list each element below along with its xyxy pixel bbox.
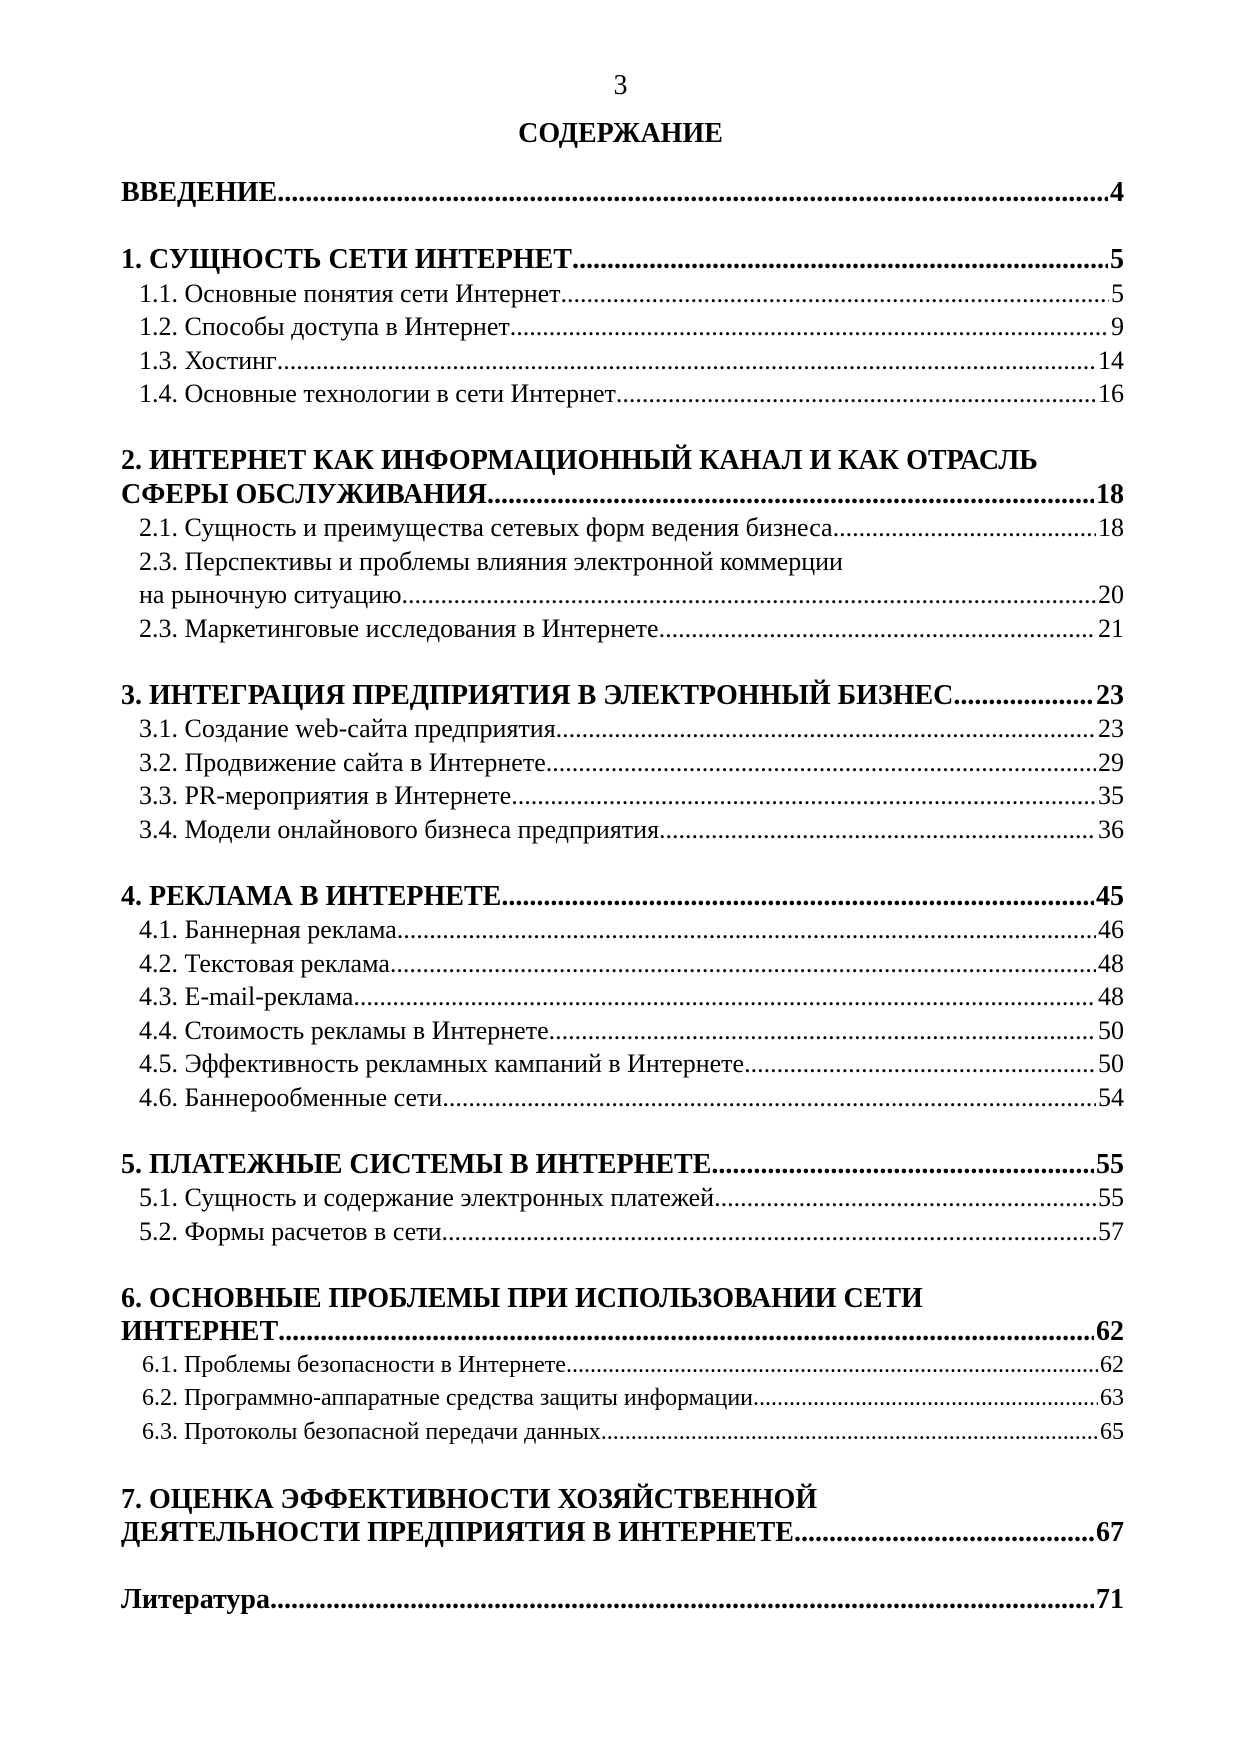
toc-subentry[interactable] <box>121 1014 1124 1048</box>
toc-entry-label: 2. ИНТЕРНЕТ КАК ИНФОРМАЦИОННЫЙ КАНАЛ И КАК ОТРАСЛЬ <box>121 445 1038 476</box>
toc-entry-label: 6.1. Проблемы безопасности в Интернете <box>142 1351 566 1378</box>
toc-entry-label: 3.2. Продвижение сайта в Интернете <box>139 747 546 777</box>
toc-entry-label: 3. ИНТЕГРАЦИЯ ПРЕДПРИЯТИЯ В ЭЛЕКТРОННЫЙ БИЗНЕС <box>121 679 954 711</box>
toc-page-number: 36 <box>1098 814 1124 844</box>
toc-page-number: 62 <box>1096 1316 1124 1347</box>
toc-page-number: 50 <box>1098 1015 1124 1045</box>
toc-subentry[interactable] <box>121 779 1124 813</box>
toc-subentry[interactable] <box>121 612 1124 646</box>
dot-leader <box>546 746 1096 780</box>
toc-entry-label: 4.3. E-mail-реклама <box>139 982 354 1011</box>
toc-page-number: 45 <box>1096 880 1124 912</box>
toc-entry-label: 2.3. Маркетинговые исследования в Интернете <box>139 613 659 643</box>
toc-entry-label: 1.2. Способы доступа в Интернет <box>139 312 510 341</box>
toc-page-number: 50 <box>1098 1049 1124 1078</box>
toc-page-number: 20 <box>1098 580 1124 609</box>
toc-page-number: 18 <box>1096 478 1124 510</box>
toc-entry-label: 2.3. Перспективы и проблемы влияния электронной коммерции <box>139 546 843 576</box>
toc-subentry[interactable] <box>121 1382 1124 1416</box>
dot-leader <box>397 913 1096 947</box>
toc-subentry[interactable] <box>121 947 1124 981</box>
toc-subentry[interactable] <box>121 1081 1124 1115</box>
dot-leader <box>711 1148 1094 1182</box>
page-number: 3 <box>613 70 628 101</box>
toc-page-number: 16 <box>1098 379 1124 408</box>
dot-leader <box>487 478 1094 512</box>
toc-section-heading[interactable] <box>121 1315 1124 1349</box>
toc-section-heading[interactable] <box>121 478 1124 512</box>
toc-page-number: 57 <box>1098 1216 1124 1246</box>
toc-page-number: 71 <box>1096 1584 1124 1615</box>
toc-page-number: 65 <box>1100 1418 1124 1445</box>
toc-entry-label: 7. ОЦЕНКА ЭФФЕКТИВНОСТИ ХОЗЯЙСТВЕННОЙ <box>121 1483 818 1515</box>
toc-subentry[interactable] <box>121 310 1124 344</box>
toc-page-number: 21 <box>1098 613 1124 643</box>
toc-entry-label: 3.3. PR-мероприятия в Интернете <box>139 781 512 810</box>
toc-entry-label: Литература <box>121 1584 270 1615</box>
toc-section-heading[interactable] <box>121 880 1124 914</box>
toc-subentry[interactable] <box>121 1349 1124 1383</box>
toc-subentry[interactable] <box>121 712 1124 746</box>
toc-subentry[interactable] <box>121 1215 1124 1249</box>
dot-leader <box>794 1516 1094 1550</box>
toc-section-heading-line[interactable] <box>121 1282 1124 1316</box>
toc-page-number: 48 <box>1098 982 1124 1011</box>
toc-subentry[interactable] <box>121 813 1124 847</box>
dot-leader <box>402 578 1096 612</box>
dot-leader <box>270 1583 1094 1617</box>
toc-subentry[interactable] <box>121 344 1124 378</box>
toc-section-heading-line[interactable] <box>121 1483 1124 1517</box>
dot-leader <box>753 1382 1098 1416</box>
toc-subentry[interactable] <box>121 746 1124 780</box>
dot-leader <box>278 1315 1094 1349</box>
toc-entry-label: ВВЕДЕНИЕ <box>121 177 278 208</box>
toc-entry-label: 1.1. Основные понятия сети Интернет <box>139 278 561 308</box>
dot-leader <box>744 1047 1096 1081</box>
dot-leader <box>549 1014 1096 1048</box>
toc-entry-label: СФЕРЫ ОБСЛУЖИВАНИЯ <box>121 478 487 510</box>
toc-page-number: 4 <box>1110 177 1124 208</box>
dot-leader <box>714 1181 1096 1215</box>
toc-entry-label: 5.1. Сущность и содержание электронных платежей <box>139 1183 715 1212</box>
toc-page-number: 48 <box>1098 948 1124 978</box>
dot-leader <box>659 813 1096 847</box>
toc-page-number: 5 <box>1111 278 1124 308</box>
toc-page-number: 54 <box>1098 1082 1124 1112</box>
toc-page-number: 14 <box>1098 345 1124 375</box>
toc-page-number: 55 <box>1098 1183 1124 1212</box>
toc-entry-label: 1.4. Основные технологии в сети Интернет <box>139 379 616 408</box>
toc-entry-label: ИНТЕРНЕТ <box>121 1316 279 1347</box>
dot-leader <box>561 277 1109 311</box>
toc-page-number: 67 <box>1096 1517 1124 1548</box>
toc-entry-label: 5. ПЛАТЕЖНЫЕ СИСТЕМЫ В ИНТЕРНЕТЕ <box>121 1148 712 1180</box>
dot-leader <box>953 679 1094 713</box>
toc-subentry[interactable] <box>121 1181 1124 1215</box>
toc-entry-label: 4. РЕКЛАМА В ИНТЕРНЕТЕ <box>121 880 502 912</box>
toc-page-number: 55 <box>1096 1148 1124 1180</box>
toc-entry-label: 4.4. Стоимость рекламы в Интернете <box>139 1015 549 1045</box>
dot-leader <box>572 243 1108 277</box>
toc-entry-label: 4.6. Баннерообменные сети <box>139 1082 443 1112</box>
toc-subentry[interactable] <box>121 980 1124 1014</box>
toc-page-number: 46 <box>1098 915 1124 944</box>
toc-section-heading-line[interactable] <box>121 444 1124 478</box>
toc-entry-intro[interactable] <box>121 176 1124 210</box>
dot-leader <box>442 1215 1097 1249</box>
toc-subentry-line[interactable] <box>121 545 1124 579</box>
dot-leader <box>277 344 1096 378</box>
toc-entry-label: ДЕЯТЕЛЬНОСТИ ПРЕДПРИЯТИЯ В ИНТЕРНЕТЕ <box>121 1517 794 1548</box>
table-of-contents <box>121 176 1124 1617</box>
toc-page-number: 5 <box>1110 244 1124 275</box>
toc-entry-label: 5.2. Формы расчетов в сети <box>139 1216 442 1246</box>
dot-leader <box>556 712 1096 746</box>
toc-entry-label: 4.2. Текстовая реклама <box>139 948 390 978</box>
toc-subentry[interactable] <box>121 511 1124 545</box>
toc-entry-label: 1.3. Хостинг <box>139 345 277 375</box>
toc-page-number: 23 <box>1098 714 1124 743</box>
dot-leader <box>616 377 1096 411</box>
toc-section-heading[interactable] <box>121 1148 1124 1182</box>
toc-subentry[interactable] <box>121 1047 1124 1081</box>
page-title: СОДЕРЖАНИЕ <box>518 118 723 149</box>
dot-leader <box>511 779 1096 813</box>
toc-entry-label: 3.4. Модели онлайнового бизнеса предприятия <box>139 814 660 844</box>
dot-leader <box>659 612 1096 646</box>
toc-section-heading[interactable] <box>121 679 1124 713</box>
toc-entry-label: 3.1. Создание web-сайта предприятия <box>139 714 556 743</box>
dot-leader <box>501 880 1094 914</box>
toc-page-number: 18 <box>1098 513 1124 542</box>
toc-subentry[interactable] <box>121 277 1124 311</box>
dot-leader <box>277 176 1108 210</box>
toc-entry-label: 4.1. Баннерная реклама <box>139 915 397 944</box>
toc-entry-label: 6.2. Программно-аппаратные средства защиты информации <box>142 1385 754 1411</box>
toc-section-heading[interactable] <box>121 243 1124 277</box>
toc-subentry[interactable] <box>121 913 1124 947</box>
toc-subentry[interactable] <box>121 578 1124 612</box>
toc-entry-label: 6. ОСНОВНЫЕ ПРОБЛЕМЫ ПРИ ИСПОЛЬЗОВАНИИ СЕТИ <box>121 1282 923 1314</box>
toc-entry-label: 6.3. Протоколы безопасной передачи данных <box>142 1418 601 1445</box>
dot-leader <box>510 310 1109 344</box>
toc-entry-label: на рыночную ситуацию <box>139 580 402 609</box>
toc-page-number: 29 <box>1098 747 1124 777</box>
dot-leader <box>442 1081 1096 1115</box>
dot-leader <box>601 1416 1098 1450</box>
toc-entry-label: 4.5. Эффективность рекламных кампаний в Интернете <box>139 1049 745 1078</box>
toc-page-number: 23 <box>1096 679 1124 711</box>
dot-leader <box>566 1349 1098 1383</box>
toc-section-heading[interactable] <box>121 1516 1124 1550</box>
dot-leader <box>353 980 1096 1014</box>
toc-subentry[interactable] <box>121 1416 1124 1450</box>
toc-subentry[interactable] <box>121 377 1124 411</box>
toc-page-number: 9 <box>1111 312 1124 341</box>
toc-page-number: 62 <box>1100 1351 1124 1378</box>
toc-entry-label: 1. СУЩНОСТЬ СЕТИ ИНТЕРНЕТ <box>121 244 572 275</box>
toc-page-number: 35 <box>1098 781 1124 810</box>
dot-leader <box>390 947 1096 981</box>
dot-leader <box>833 511 1096 545</box>
toc-entry-label: 2.1. Сущность и преимущества сетевых форм ведения бизнеса <box>139 513 833 542</box>
toc-entry-literature[interactable] <box>121 1583 1124 1617</box>
toc-page-number: 63 <box>1100 1385 1124 1411</box>
